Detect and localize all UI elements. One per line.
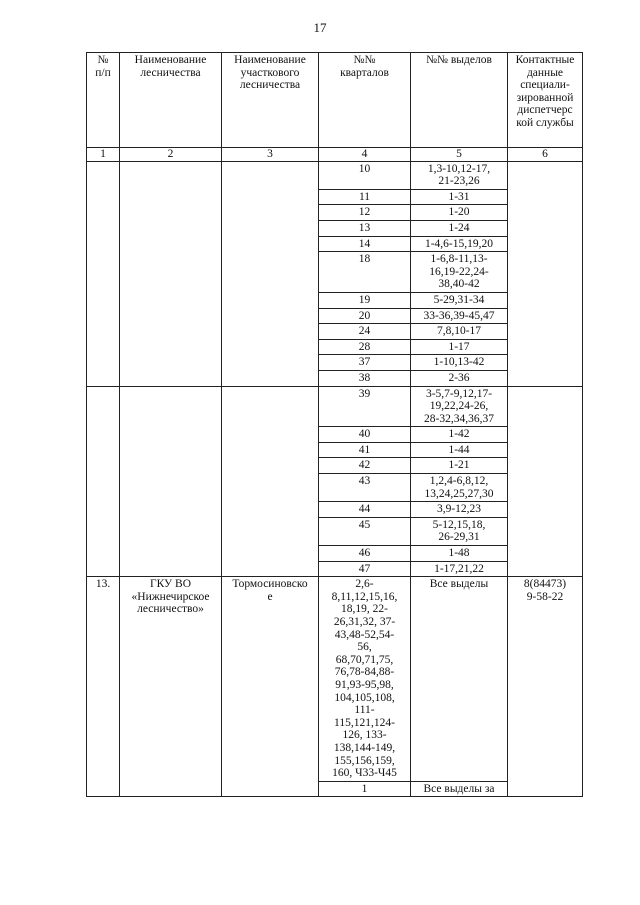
column-number: 2 xyxy=(120,148,222,162)
kvartal-cell: 20 xyxy=(319,308,411,324)
empty-forestry-cell xyxy=(120,161,222,386)
vydely-cell: Все выделы xyxy=(411,577,508,782)
header-cell: Контактные данные специали- зированной диспетчерс кой службы xyxy=(508,53,583,148)
kvartal-cell: 40 xyxy=(319,427,411,443)
vydely-cell: 1-21 xyxy=(411,458,508,474)
vydely-cell: 1-31 xyxy=(411,189,508,205)
vydely-cell: Все выделы за xyxy=(411,781,508,797)
table-row xyxy=(87,386,583,427)
kvartal-cell: 13 xyxy=(319,220,411,236)
forestry-name: ГКУ ВО «Нижнечирское лесничество» xyxy=(120,577,222,797)
kvartal-cell: 10 xyxy=(319,161,411,189)
vydely-cell: 1-24 xyxy=(411,220,508,236)
vydely-cell: 1-6,8-11,13- 16,19-22,24- 38,40-42 xyxy=(411,252,508,293)
kvartal-cell: 1 xyxy=(319,781,411,797)
empty-number-cell xyxy=(87,161,120,386)
kvartal-cell: 11 xyxy=(319,189,411,205)
vydely-cell: 1-17 xyxy=(411,339,508,355)
kvartal-cell: 42 xyxy=(319,458,411,474)
column-number: 6 xyxy=(508,148,583,162)
contact-phone: 8(84473) 9-58-22 xyxy=(508,577,583,797)
vydely-cell: 1-20 xyxy=(411,205,508,221)
kvartal-cell: 41 xyxy=(319,442,411,458)
column-number-row xyxy=(87,148,583,162)
kvartal-cell: 44 xyxy=(319,502,411,518)
empty-district-cell xyxy=(222,161,319,386)
vydely-cell: 5-12,15,18, 26-29,31 xyxy=(411,517,508,545)
vydely-cell: 1,3-10,12-17, 21-23,26 xyxy=(411,161,508,189)
empty-contact-cell xyxy=(508,386,583,577)
column-number: 3 xyxy=(222,148,319,162)
table-row-entry-13 xyxy=(87,577,583,782)
kvartal-cell: 14 xyxy=(319,236,411,252)
table-row xyxy=(87,161,583,189)
kvartal-cell: 43 xyxy=(319,474,411,502)
district-name: Тормосиновско е xyxy=(222,577,319,797)
kvartal-cell: 45 xyxy=(319,517,411,545)
vydely-cell: 5-29,31-34 xyxy=(411,292,508,308)
header-cell: №№ кварталов xyxy=(319,53,411,148)
kvartal-cell: 39 xyxy=(319,386,411,427)
header-cell: №№ выделов xyxy=(411,53,508,148)
vydely-cell: 1-48 xyxy=(411,546,508,562)
vydely-cell: 1-10,13-42 xyxy=(411,355,508,371)
vydely-cell: 2-36 xyxy=(411,370,508,386)
vydely-cell: 3,9-12,23 xyxy=(411,502,508,518)
vydely-cell: 3-5,7-9,12,17- 19,22,24-26, 28-32,34,36,37 xyxy=(411,386,508,427)
vydely-cell: 1-17,21,22 xyxy=(411,561,508,577)
table-header-row xyxy=(87,53,583,148)
vydely-cell: 33-36,39-45,47 xyxy=(411,308,508,324)
entry-number: 13. xyxy=(87,577,120,797)
empty-district-cell xyxy=(222,386,319,577)
header-cell: Наименование лесничества xyxy=(120,53,222,148)
column-number: 1 xyxy=(87,148,120,162)
kvartal-list: 2,6- 8,11,12,15,16, 18,19, 22- 26,31,32, 37- 43,48-52,54- 56, 68,70,71,75, 76,78-84,88- 91,93-95,98, 104,105,108, 111- 115,121,124- 126, 133- 138,144-149, 155,156,159, 160, Ч33-Ч45 xyxy=(319,577,411,782)
column-number: 4 xyxy=(319,148,411,162)
empty-number-cell xyxy=(87,386,120,577)
column-number: 5 xyxy=(411,148,508,162)
kvartal-cell: 28 xyxy=(319,339,411,355)
vydely-cell: 1-4,6-15,19,20 xyxy=(411,236,508,252)
kvartal-cell: 18 xyxy=(319,252,411,293)
empty-contact-cell xyxy=(508,161,583,386)
kvartal-cell: 46 xyxy=(319,546,411,562)
header-cell: № п/п xyxy=(87,53,120,148)
header-cell: Наименование участкового лесничества xyxy=(222,53,319,148)
kvartal-cell: 47 xyxy=(319,561,411,577)
empty-forestry-cell xyxy=(120,386,222,577)
kvartal-cell: 19 xyxy=(319,292,411,308)
page-number: 17 xyxy=(313,20,327,35)
kvartal-cell: 37 xyxy=(319,355,411,371)
vydely-cell: 1-44 xyxy=(411,442,508,458)
kvartal-cell: 38 xyxy=(319,370,411,386)
kvartal-cell: 12 xyxy=(319,205,411,221)
vydely-cell: 1-42 xyxy=(411,427,508,443)
vydely-cell: 1,2,4-6,8,12, 13,24,25,27,30 xyxy=(411,474,508,502)
vydely-cell: 7,8,10-17 xyxy=(411,324,508,340)
kvartal-cell: 24 xyxy=(319,324,411,340)
forestry-table xyxy=(86,52,583,797)
